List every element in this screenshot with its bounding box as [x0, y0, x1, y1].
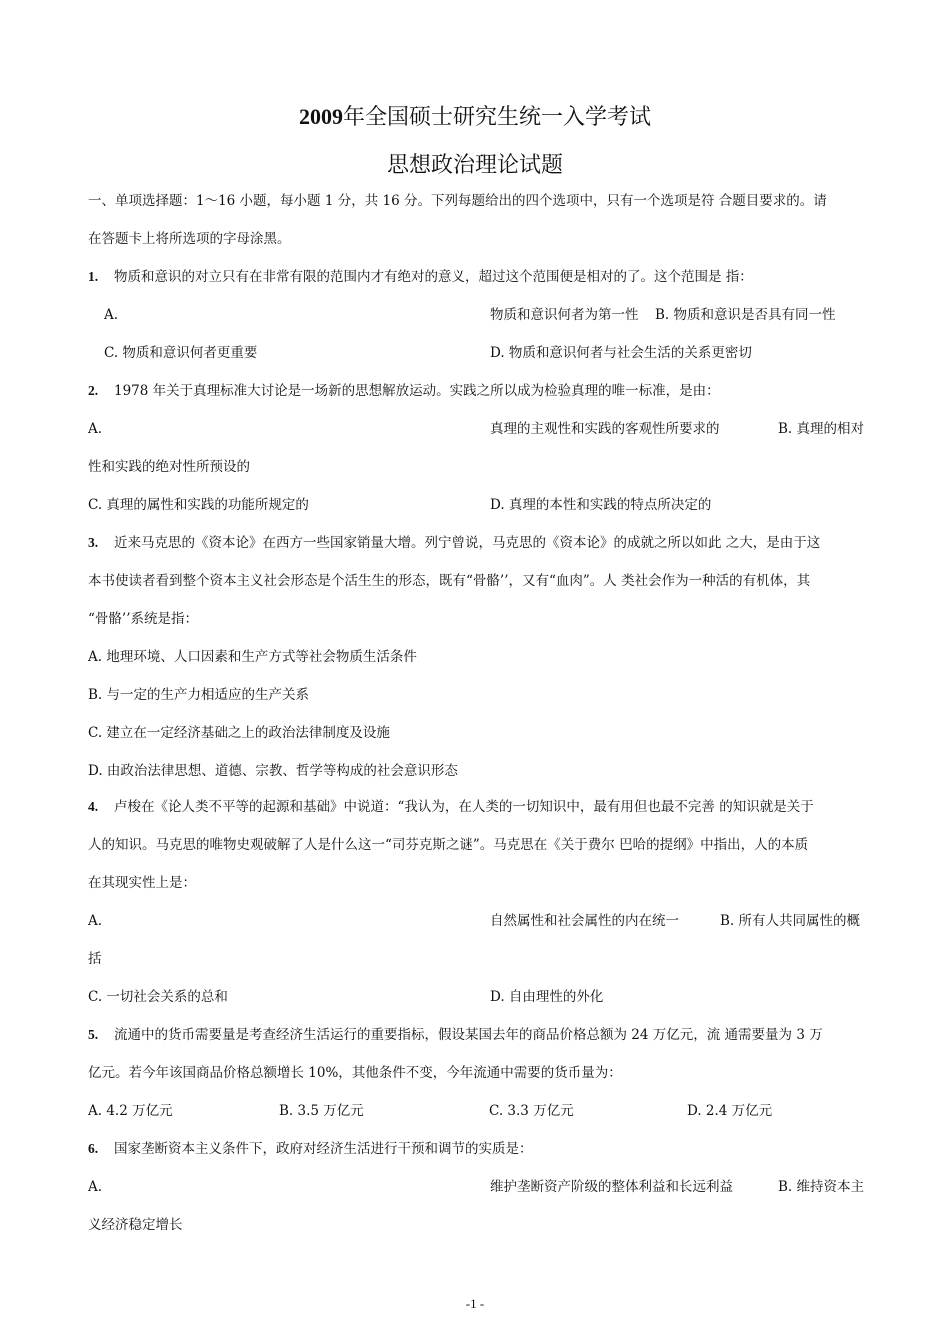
instructions-line-1: 一、单项选择题：1～16 小题，每小题 1 分，共 16 分。下列每题给出的四个选项中，只有一个选项是符 合题目要求的。请: [88, 193, 827, 209]
question-6: [88, 1139, 533, 1159]
exam-title-text: 年全国硕士研究生统一入学考试: [342, 105, 651, 130]
q4-option-a-label: A.: [88, 913, 103, 929]
q6-option-b-continued: 义经济稳定增长: [88, 1217, 183, 1233]
q1-option-d: D. 物质和意识何者与社会生活的关系更密切: [490, 345, 752, 361]
q3-option-c: C. 建立在一定经济基础之上的政治法律制度及设施: [88, 725, 390, 741]
question-number: 5.: [88, 1027, 99, 1042]
exam-title: [0, 100, 950, 131]
q2-option-c: C. 真理的属性和实践的功能所规定的: [88, 497, 309, 513]
q4-option-a-text: 自然属性和社会属性的内在统一: [490, 913, 679, 929]
q4-option-d: D. 自由理性的外化: [490, 989, 604, 1005]
question-text: 流通中的货币需要量是考查经济生活运行的重要指标，假设某国去年的商品价格总额为 24 万亿元，流 通需要量为 3 万: [114, 1027, 823, 1043]
q4-option-c: C. 一切社会关系的总和: [88, 989, 228, 1005]
question-text: 1978 年关于真理标准大讨论是一场新的思想解放运动。实践之所以成为检验真理的唯一标准，是由：: [114, 383, 720, 399]
question-text: 国家垄断资本主义条件下，政府对经济生活进行干预和调节的实质是：: [114, 1141, 533, 1157]
q2-option-b-continued: 性和实践的绝对性所预设的: [88, 459, 250, 475]
question-5: [88, 1025, 823, 1045]
question-number: 1.: [88, 269, 99, 284]
q3-option-b: B. 与一定的生产力相适应的生产关系: [88, 687, 310, 703]
q3-option-a: A. 地理环境、人口因素和生产方式等社会物质生活条件: [88, 649, 417, 665]
q2-option-b: B. 真理的相对: [778, 421, 865, 437]
q3-text-line-2: 本书使读者看到整个资本主义社会形态是个活生生的形态，既有“骨骼’’，又有“血肉”。人 类社会作为一种活的有机体，其: [88, 573, 811, 589]
question-number: 2.: [88, 383, 99, 398]
q5-option-d: D. 2.4 万亿元: [687, 1103, 773, 1119]
q5-text-line-2: 亿元。若今年该国商品价格总额增长 10%，其他条件不变，今年流通中需要的货币量为：: [88, 1065, 622, 1081]
question-number: 4.: [88, 799, 99, 814]
q4-option-b: B. 所有人共同属性的概: [720, 913, 861, 929]
instructions-line-2: 在答题卡上将所选项的字母涂黑。: [88, 231, 291, 247]
q2-option-a-text: 真理的主观性和实践的客观性所要求的: [490, 421, 720, 437]
q1-option-b: B. 物质和意识是否具有同一性: [655, 307, 836, 323]
q6-option-a-text: 维护垄断资产阶级的整体利益和长远利益: [490, 1179, 733, 1195]
q1-option-a-label: A.: [104, 307, 119, 323]
page-number: -1 -: [465, 1296, 485, 1311]
question-number: 3.: [88, 535, 99, 550]
q2-option-a-label: A.: [88, 421, 103, 437]
exam-year: 2009: [298, 104, 343, 129]
q6-option-b: B. 维持资本主: [778, 1179, 865, 1195]
q5-option-a: A. 4.2 万亿元: [88, 1103, 173, 1119]
question-text: 卢梭在《论人类不平等的起源和基础》中说道：“我认为，在人类的一切知识中，最有用但也最不完善 的知识就是关于: [114, 799, 814, 815]
question-4: [88, 797, 814, 817]
q4-option-b-continued: 括: [88, 951, 102, 967]
q3-option-d: D. 由政治法律思想、道德、宗教、哲学等构成的社会意识形态: [88, 763, 458, 779]
question-3: [88, 533, 820, 553]
q2-option-d: D. 真理的本性和实践的特点所决定的: [490, 497, 712, 513]
q1-option-c: C. 物质和意识何者更重要: [104, 345, 258, 361]
q5-option-c: C. 3.3 万亿元: [489, 1103, 574, 1119]
question-2: [88, 381, 720, 401]
question-text: 近来马克思的《资本论》在西方一些国家销量大增。列宁曾说，马克思的《资本论》的成就之所以如此 之大，是由于这: [114, 535, 821, 551]
q4-text-line-2: 人的知识。马克思的唯物史观破解了人是什么这一“司芬克斯之谜”。马克思在《关于费尔 巴哈的提纲》中指出，人的本质: [88, 837, 809, 853]
q6-option-a-label: A.: [88, 1179, 103, 1195]
q1-option-a-text: 物质和意识何者为第一性: [490, 307, 639, 323]
q4-text-line-3: 在其现实性上是：: [88, 875, 196, 891]
question-text: 物质和意识的对立只有在非常有限的范围内才有绝对的意义，超过这个范围便是相对的了。这个范围是 指：: [114, 269, 753, 285]
question-1: [88, 267, 753, 287]
q5-option-b: B. 3.5 万亿元: [279, 1103, 364, 1119]
q3-text-line-3: “骨骼’’系统是指：: [88, 611, 198, 627]
question-number: 6.: [88, 1141, 99, 1156]
exam-subtitle: 思想政治理论试题: [386, 153, 563, 178]
